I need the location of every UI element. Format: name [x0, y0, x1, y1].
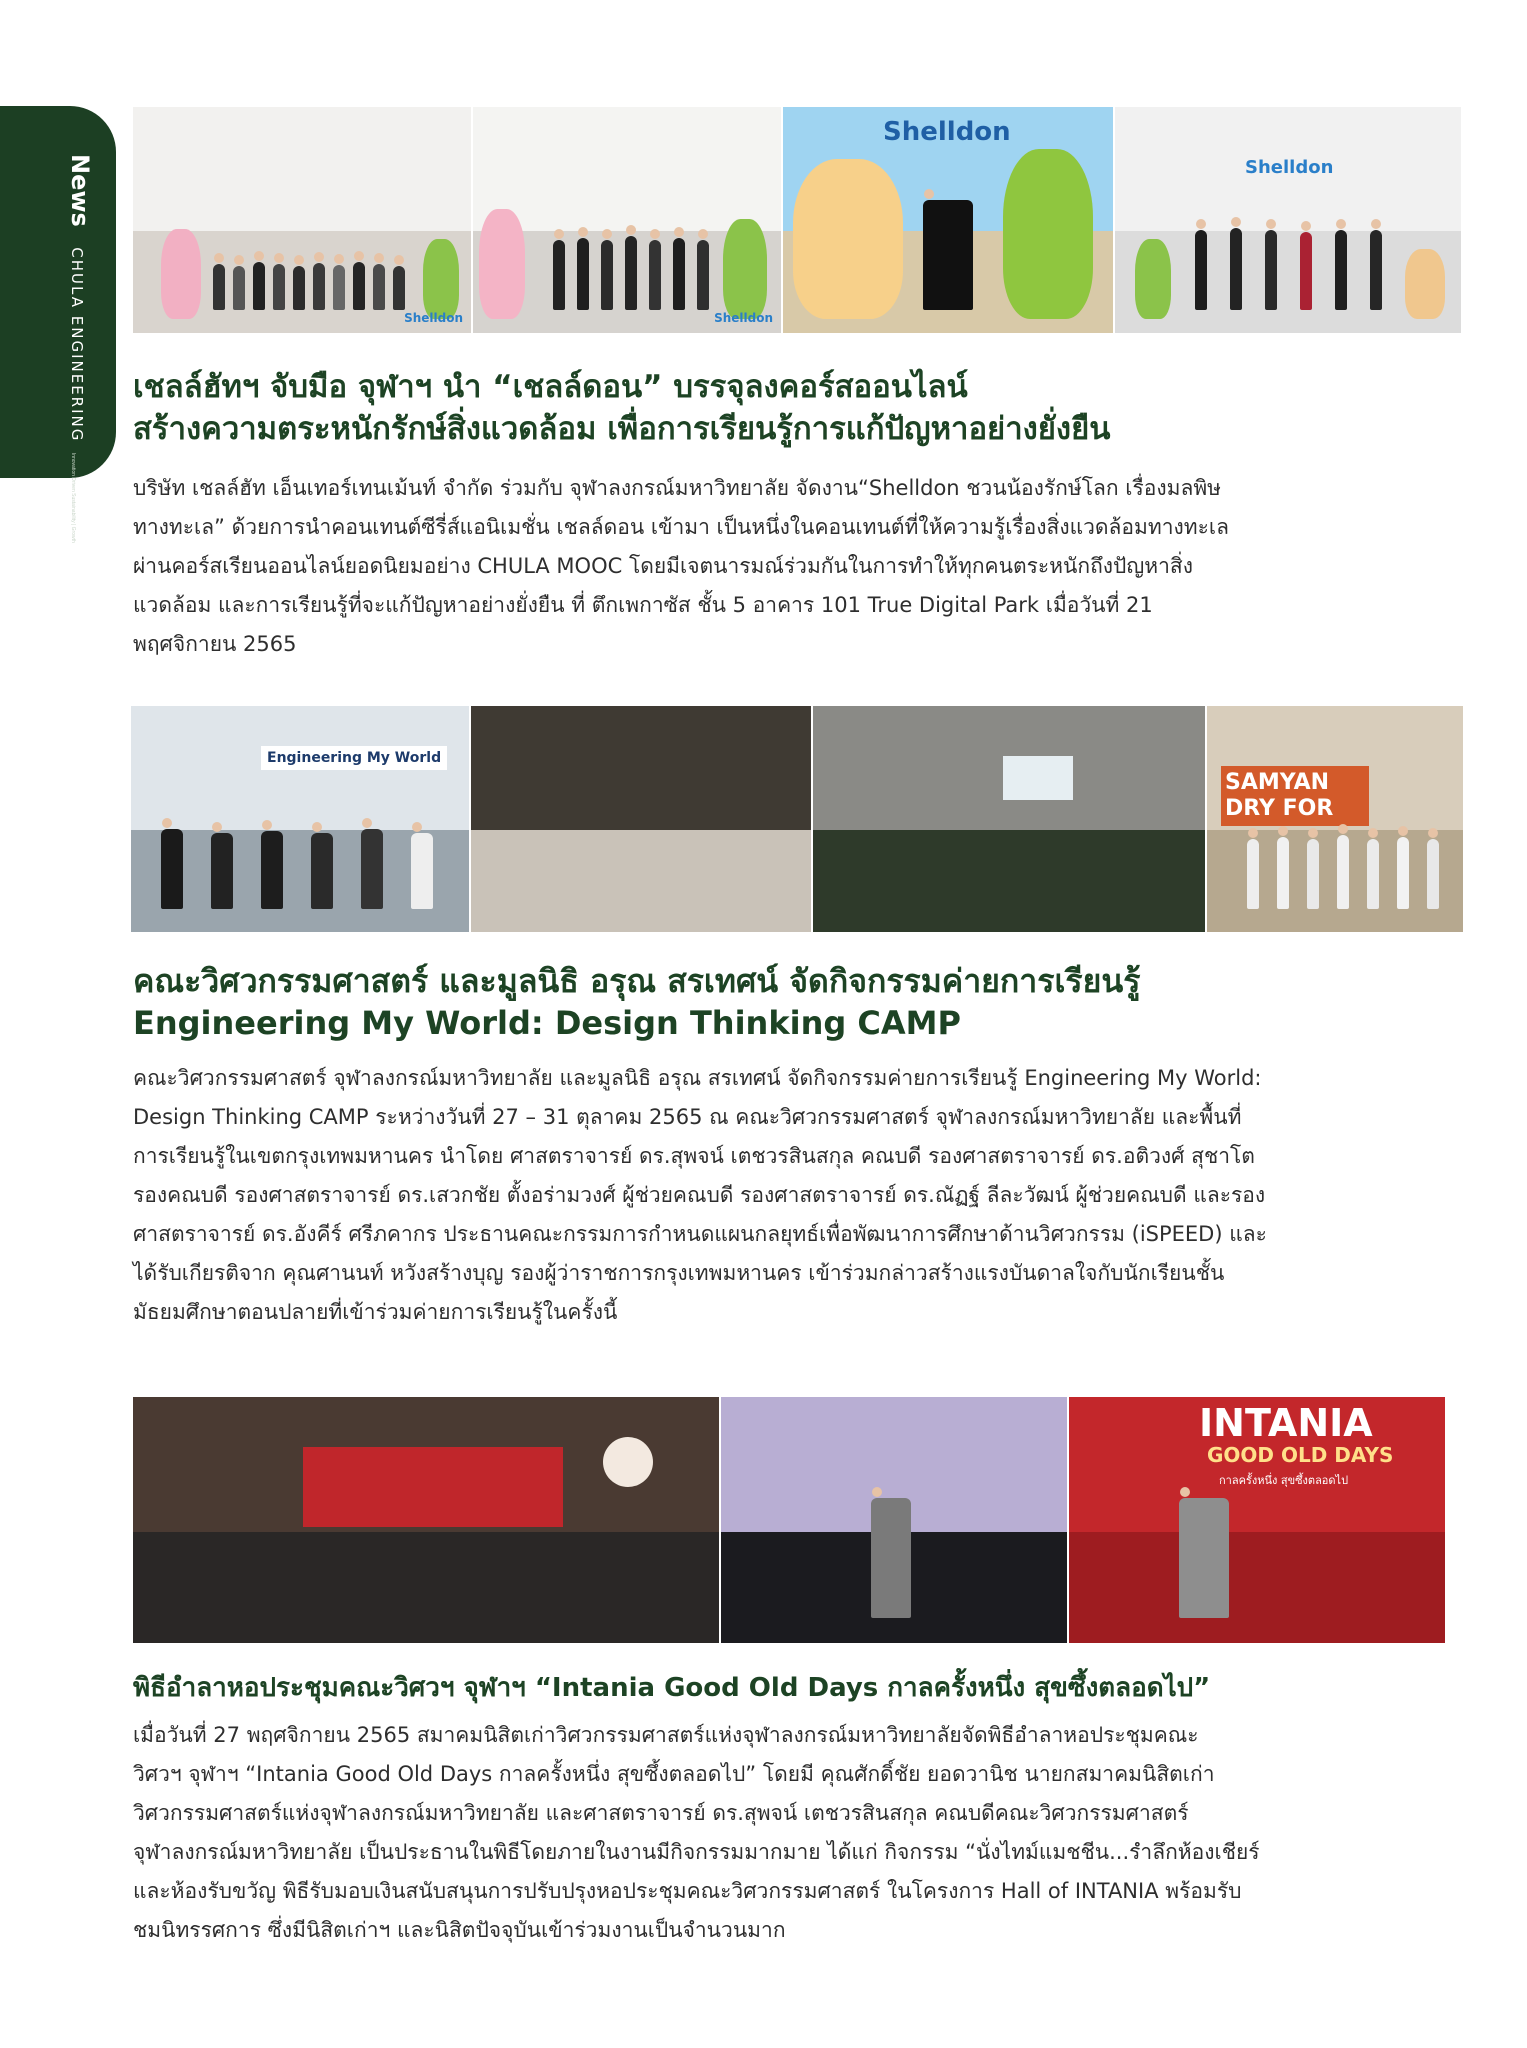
- article-3-body-line: วิศวฯ จุฬาฯ “Intania Good Old Days กาลครั้งหนึ่ง สุขซึ้งตลอดไป” โดยมี คุณศักดิ์ชัย ยอดวานิช นายกสมาคมนิสิตเก่า: [133, 1762, 1215, 1786]
- article-1-body-line: ทางทะเล” ด้วยการนำคอนเทนต์ซีรี่ส์แอนิเมชั่น เชลล์ดอน เข้ามา เป็นหนึ่งในคอนเทนต์ที่ให้ความรู้เรื่องสิ่งแวดล้อมทางทะเล: [133, 515, 1229, 539]
- article-3-body-line: จุฬาลงกรณ์มหาวิทยาลัย เป็นประธานในพิธีโดยภายในงานมีกิจกรรมมากมาย ได้แก่ กิจกรรม “นั่งไทม์แมชชีน...รำลึกห้องเชียร์: [133, 1840, 1260, 1864]
- projector-screen: [1003, 756, 1073, 800]
- article-3-body-line: และห้องรับขวัญ พิธีรับมอบเงินสนับสนุนการปรับปรุงหอประชุมคณะวิศวกรรมศาสตร์ ในโครงการ Hall of INTANIA พร้อมรับ: [133, 1879, 1242, 1903]
- photo-group-mascots: [133, 107, 471, 333]
- intania-title: INTANIA: [1199, 1401, 1373, 1445]
- photo-camp-crowd: [471, 706, 811, 932]
- brand-label: CHULA ENGINEERING: [68, 247, 86, 443]
- article-1-title-line: สร้างความตระหนักรักษ์สิ่งแวดล้อม เพื่อการเรียนรู้การแก้ปัญหาอย่างยั่งยืน: [133, 411, 1111, 447]
- photo-speaker-red: [1069, 1397, 1445, 1643]
- article-2-body-line: การเรียนรู้ในเขตกรุงเทพมหานคร นำโดย ศาสตราจารย์ ดร.สุพจน์ เตชวรสินสกุล คณบดี รองศาสตราจารย์ ดร.อติวงศ์ สุชาโต: [133, 1144, 1255, 1168]
- article-3-body-line: เมื่อวันที่ 27 พฤศจิกายน 2565 สมาคมนิสิตเก่าวิศวกรรมศาสตร์แห่งจุฬาลงกรณ์มหาวิทยาลัยจัดพิธีอำลาหอประชุมคณะ: [133, 1723, 1199, 1747]
- article-2-body-line: รองคณบดี รองศาสตราจารย์ ดร.เสวกชัย ตั้งอร่ามวงศ์ ผู้ช่วยคณบดี รองศาสตราจารย์ ดร.ณัฏฐ์ ลีละวัฒน์ ผู้ช่วยคณบดี และรอง: [133, 1183, 1266, 1207]
- article-3-photos: [133, 1397, 1461, 1643]
- photo-hall-group: [133, 1397, 719, 1643]
- article-1-body-line: แวดล้อม และการเรียนรู้ที่จะแก้ปัญหาอย่างยั่งยืน ที่ ตึกเพกาซัส ชั้น 5 อาคาร 101 True Digital Park เมื่อวันที่ 21: [133, 593, 1153, 617]
- article-2-body-line: ได้รับเกียรติจาก คุณศานนท์ หวังสร้างบุญ รองผู้ว่าราชการกรุงเทพมหานคร เข้าร่วมกล่าวสร้างแรงบันดาลใจกับนักเรียนชั้น: [133, 1261, 1225, 1285]
- photo-camp-panel: [131, 706, 469, 932]
- photo-group-officials: [473, 107, 781, 333]
- spotlight: [603, 1437, 653, 1487]
- good-old-days-title: GOOD OLD DAYS: [1207, 1443, 1394, 1467]
- article-2-title-line: Engineering My World: Design Thinking CAMP: [133, 1004, 961, 1042]
- article-3-title: [133, 1668, 1463, 1708]
- section-tab-text: [66, 154, 94, 543]
- photo-camp-workshop: [813, 706, 1205, 932]
- shelldon-logo: Shelldon: [404, 311, 463, 325]
- article-2-body-line: Design Thinking CAMP ระหว่างวันที่ 27 – 31 ตุลาคม 2565 ณ คณะวิศวกรรมศาสตร์ จุฬาลงกรณ์มหาวิทยาลัย และพื้นที่: [133, 1105, 1242, 1129]
- shelldon-logo: Shelldon: [1245, 157, 1334, 178]
- samyan-banner: SAMYAN DRY FOR: [1221, 766, 1369, 826]
- article-1-body: [133, 469, 1463, 664]
- article-2-title-line: คณะวิศวกรรมศาสตร์ และมูลนิธิ อรุณ สรเทศน์ จัดกิจกรรมค่ายการเรียนรู้: [133, 962, 1141, 1000]
- article-3-title-line: พิธีอำลาหอประชุมคณะวิศวฯ จุฬาฯ “Intania Good Old Days กาลครั้งหนึ่ง สุขซึ้งตลอดไป”: [133, 1673, 1211, 1703]
- article-2-body: [133, 1059, 1463, 1332]
- article-1-body-line: ผ่านคอร์สเรียนออนไลน์ยอดนิยมอย่าง CHULA MOOC โดยมีเจตนารมณ์ร่วมกันในการทำให้ทุกคนตระหนักถึงปัญหาสิ่ง: [133, 554, 1193, 578]
- photo-camp-samyan: [1207, 706, 1463, 932]
- stage-backdrop: [303, 1447, 563, 1527]
- article-2-body-line: มัธยมศึกษาตอนปลายที่เข้าร่วมค่ายการเรียนรู้ในครั้งนี้: [133, 1300, 618, 1324]
- photo-speaker-purple: [721, 1397, 1067, 1643]
- shelldon-logo: Shelldon: [883, 117, 1011, 147]
- article-2-photos: [131, 706, 1463, 932]
- article-3-body-line: ชมนิทรรศการ ซึ่งมีนิสิตเก่าฯ และนิสิตปัจจุบันเข้าร่วมงานเป็นจำนวนมาก: [133, 1918, 786, 1942]
- article-2-body-line: คณะวิศวกรรมศาสตร์ จุฬาลงกรณ์มหาวิทยาลัย และมูลนิธิ อรุณ สรเทศน์ จัดกิจกรรมค่ายการเรียนรู้ Engineering My World:: [133, 1066, 1262, 1090]
- section-label: News: [66, 154, 94, 227]
- event-subtitle: กาลครั้งหนึ่ง สุขซึ้งตลอดไป: [1219, 1474, 1349, 1487]
- article-1-photos: [133, 107, 1463, 333]
- article-3-body-line: วิศวกรรมศาสตร์แห่งจุฬาลงกรณ์มหาวิทยาลัย และศาสตราจารย์ ดร.สุพจน์ เตชวรสินสกุล คณบดีคณะวิศวกรรมศาสตร์: [133, 1801, 1189, 1825]
- article-1-body-line: บริษัท เชลล์ฮัท เอ็นเทอร์เทนเม้นท์ จำกัด ร่วมกับ จุฬาลงกรณ์มหาวิทยาลัย จัดงาน“Shelldon ชวนน้องรักษ์โลก เรื่องมลพิษ: [133, 476, 1222, 500]
- brand-tagline: Innovation Driven Sustainability | Growth: [70, 452, 76, 543]
- article-1-title-line: เชลล์ฮัทฯ จับมือ จุฬาฯ นำ “เชลล์ดอน” บรรจุลงคอร์สออนไลน์: [133, 369, 968, 405]
- article-2-body-line: ศาสตราจารย์ ดร.อังคีร์ ศรีภคากร ประธานคณะกรรมการกำหนดแผนกลยุทธ์เพื่อพัฒนาการศึกษาด้านวิศวกรรม (iSPEED) และ: [133, 1222, 1267, 1246]
- article-1-title: [133, 366, 1463, 450]
- photo-heart-gesture: [783, 107, 1113, 333]
- photo-stage-group: [1115, 107, 1461, 333]
- article-3-body: [133, 1716, 1463, 1950]
- camp-banner: Engineering My World: [261, 746, 447, 770]
- article-2-title: [133, 960, 1463, 1044]
- shelldon-logo: Shelldon: [714, 311, 773, 325]
- article-1-body-line: พฤศจิกายน 2565: [133, 632, 297, 656]
- section-tab: [0, 106, 116, 543]
